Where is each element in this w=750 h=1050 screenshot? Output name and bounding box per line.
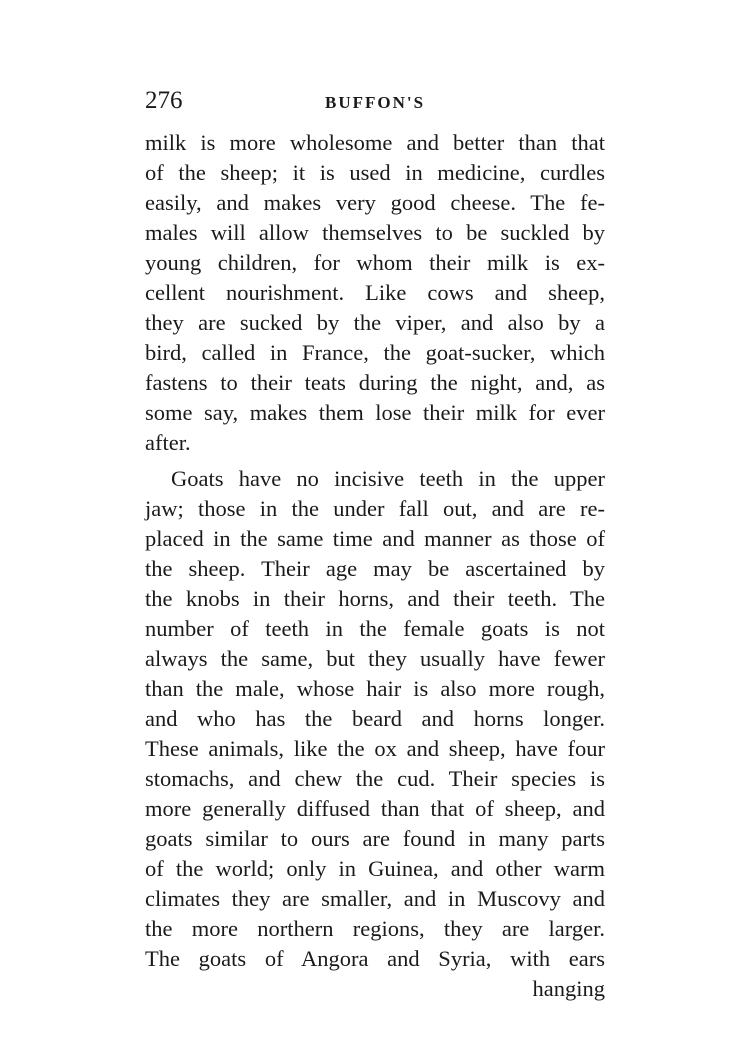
text-line: and who has the beard and horns longer. bbox=[145, 706, 605, 731]
text-line: young children, for whom their milk is ex- bbox=[145, 250, 605, 275]
text-line: goats similar to ours are found in many parts bbox=[145, 826, 605, 851]
catchword: hanging bbox=[532, 976, 605, 1001]
text-line: some say, makes them lose their milk for ever bbox=[145, 400, 605, 425]
body-text bbox=[145, 128, 605, 1004]
text-line: than the male, whose hair is also more rough, bbox=[145, 676, 605, 701]
text-line: fastens to their teats during the night, and, as bbox=[145, 370, 605, 395]
paragraph-1 bbox=[145, 128, 605, 458]
page-number: 276 bbox=[145, 87, 183, 114]
text-line: cellent nourishment. Like cows and sheep, bbox=[145, 280, 605, 305]
text-line: The goats of Angora and Syria, with ears bbox=[145, 946, 605, 971]
text-line: after. bbox=[145, 430, 191, 455]
text-line: placed in the same time and manner as those of bbox=[145, 526, 605, 551]
text-line: jaw; those in the under fall out, and are re- bbox=[145, 496, 605, 521]
text-line: of the world; only in Guinea, and other warm bbox=[145, 856, 605, 881]
running-title: BUFFON'S bbox=[325, 93, 426, 112]
text-line: males will allow themselves to be suckled by bbox=[145, 220, 605, 245]
text-line: of the sheep; it is used in medicine, curdles bbox=[145, 160, 605, 185]
paragraph-2 bbox=[145, 464, 605, 974]
text-line: These animals, like the ox and sheep, have four bbox=[145, 736, 605, 761]
text-line: more generally diffused than that of sheep, and bbox=[145, 796, 605, 821]
text-line: number of teeth in the female goats is not bbox=[145, 616, 605, 641]
text-line: stomachs, and chew the cud. Their species is bbox=[145, 766, 605, 791]
text-line: milk is more wholesome and better than that bbox=[145, 130, 605, 155]
text-line: always the same, but they usually have fewer bbox=[145, 646, 605, 671]
text-line: the sheep. Their age may be ascertained by bbox=[145, 556, 605, 581]
text-line: the more northern regions, they are larger. bbox=[145, 916, 605, 941]
text-line: they are sucked by the viper, and also by a bbox=[145, 310, 605, 335]
text-line: easily, and makes very good cheese. The fe- bbox=[145, 190, 605, 215]
text-line: climates they are smaller, and in Muscovy and bbox=[145, 886, 605, 911]
running-head bbox=[145, 86, 605, 118]
text-line: bird, called in France, the goat-sucker, which bbox=[145, 340, 605, 365]
text-line: the knobs in their horns, and their teeth. The bbox=[145, 586, 605, 611]
text-line: Goats have no incisive teeth in the upper bbox=[171, 466, 605, 491]
